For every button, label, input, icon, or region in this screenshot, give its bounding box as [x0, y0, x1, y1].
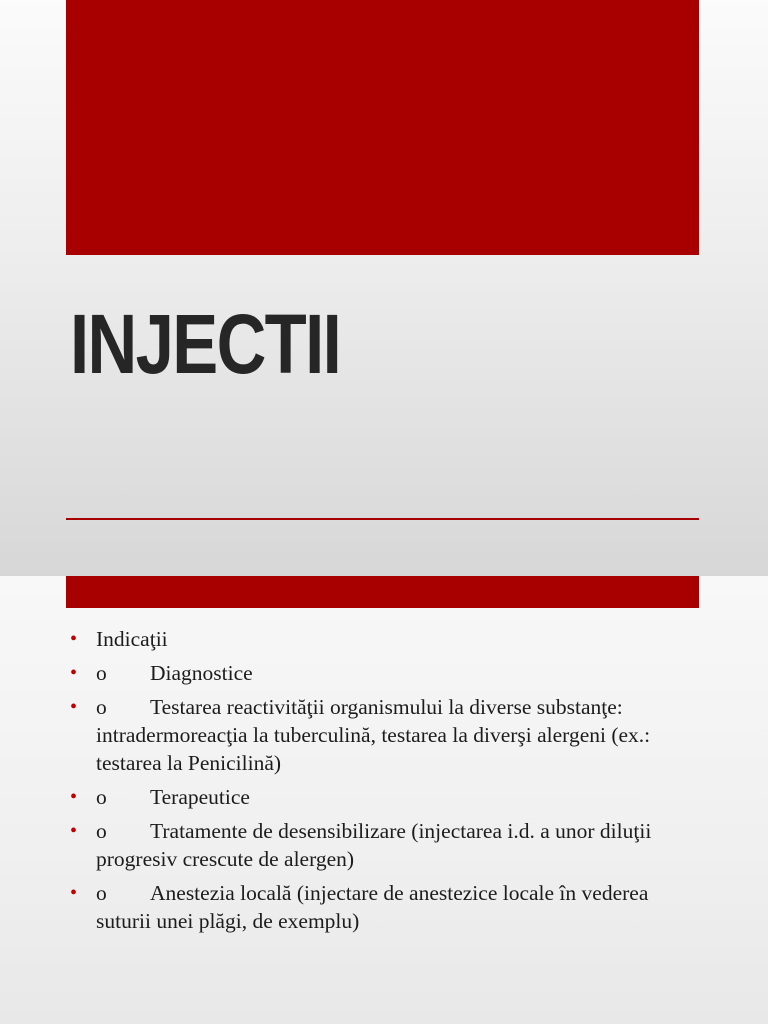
- bullet-text: Tratamente de desensibilizare (injectarea i.d. a unor diluţii progresiv crescute de alergen): [96, 819, 652, 871]
- bullet-dot-icon: •: [70, 882, 78, 904]
- bullet-item: [70, 659, 690, 687]
- bullet-marker: o: [96, 785, 107, 809]
- bullet-item: [70, 817, 690, 873]
- slide-content: [0, 576, 768, 1024]
- bullet-marker: o: [96, 881, 107, 905]
- bullet-list: [70, 625, 690, 941]
- bullet-item: [70, 625, 690, 653]
- bullet-text: Indicaţii: [96, 627, 168, 651]
- title-red-block: [66, 0, 699, 255]
- bullet-marker: o: [96, 661, 107, 685]
- bullet-dot-icon: •: [70, 696, 78, 718]
- title-divider-line: [66, 518, 699, 520]
- bullet-dot-icon: •: [70, 662, 78, 684]
- bullet-item: [70, 879, 690, 935]
- bullet-text: Testarea reactivităţii organismului la diverse substanţe: intradermoreacţia la tuberculină, testarea la diverşi alergeni (ex.: testarea la Penicilină): [96, 695, 651, 775]
- bullet-text: Anestezia locală (injectare de anestezice locale în vederea suturii unei plăgi, de exemplu): [96, 881, 649, 933]
- bullet-dot-icon: •: [70, 786, 78, 808]
- bullet-text: Diagnostice: [150, 661, 253, 685]
- bullet-item: [70, 693, 690, 777]
- content-red-band: [66, 576, 699, 608]
- bullet-item: [70, 783, 690, 811]
- bullet-dot-icon: •: [70, 820, 78, 842]
- bullet-marker: o: [96, 819, 107, 843]
- bullet-dot-icon: •: [70, 628, 78, 650]
- bullet-marker: o: [96, 695, 107, 719]
- slide-title-heading: INJECTII: [70, 297, 341, 391]
- bullet-text: Terapeutice: [150, 785, 250, 809]
